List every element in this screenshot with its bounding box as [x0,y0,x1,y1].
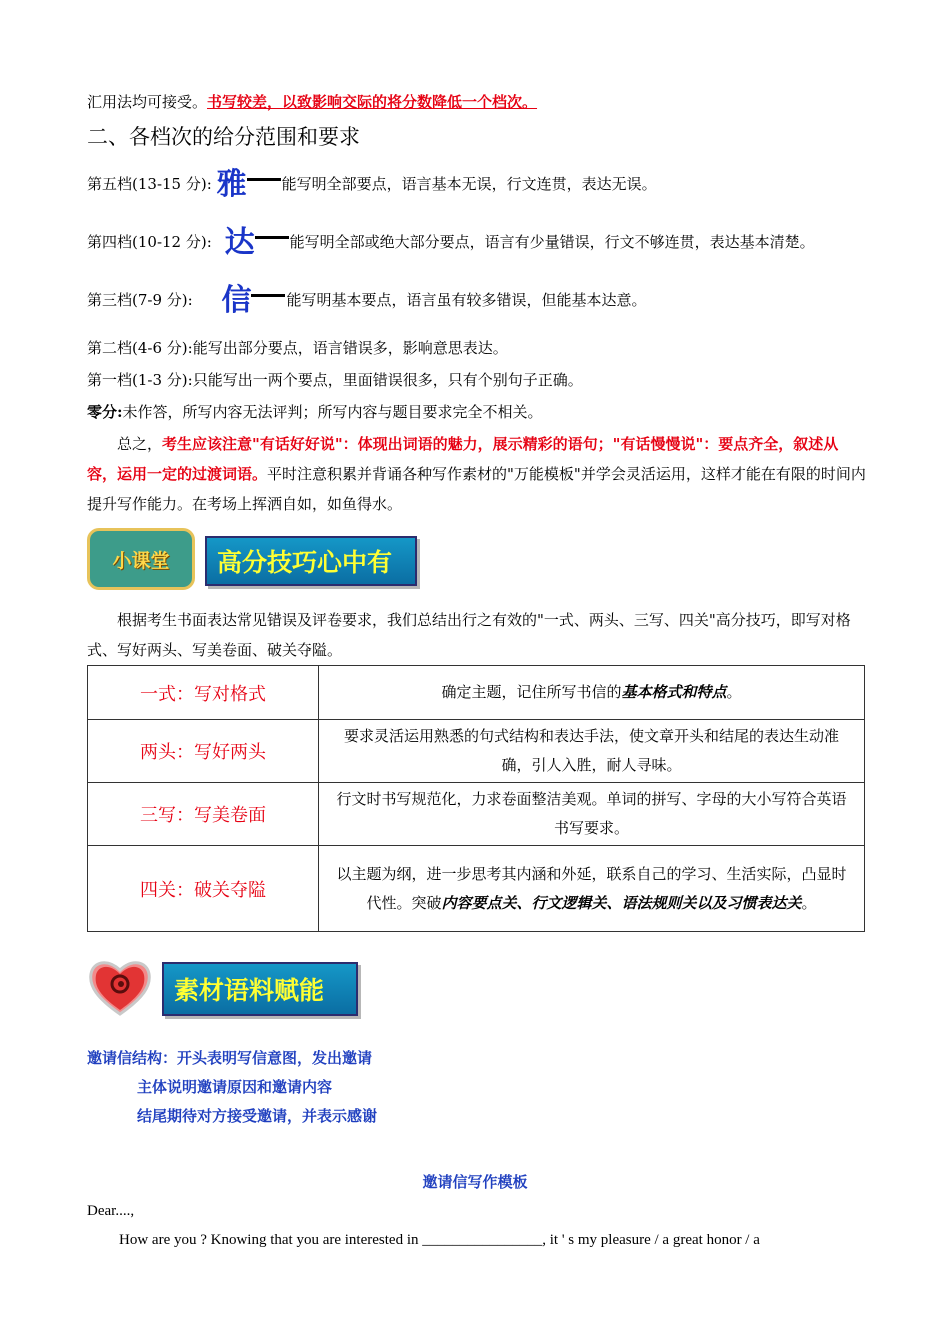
summary-rest: 平时注意积累并背诵各种写作素材的"万能模板"并学会灵活运用，这样才能在有限的时间内提升写作能力。在考场上挥洒自如，如鱼得水。 [87,465,866,513]
grade-4-desc: 能写明全部或绝大部分要点，语言有少量错误，行文不够连贯，表达基本清楚。 [289,233,815,251]
intro-warning: 书写较差，以致影响交际的将分数降低一个档次。 [207,93,538,111]
summary-start: 总之， [117,435,163,453]
table-row [88,666,865,720]
row-key: 四关：破关夺隘 [88,846,319,932]
banner-title: 高分技巧心中有 [205,536,417,586]
grade-3 [87,283,647,318]
techniques-table [87,665,865,932]
table-row [88,783,865,846]
grade-4-label: 第四档(10-12 分): [87,233,212,251]
banner-title: 素材语料赋能 [162,962,358,1016]
grade-1 [87,370,583,390]
desc-text: 确定主题，记住所写书信的 [441,683,622,701]
desc-text: 以主题为纲，进一步思考其内涵和外延，联系自己的学习、生活实际，凸显时代性。突破 [336,864,847,912]
dash [255,236,289,239]
desc-text: 要求灵活运用熟悉的句式结构和表达手法，使文章开头和结尾的表达生动准确，引人入胜，耐人寻味。 [343,727,839,774]
row-key: 两头：写好两头 [88,720,319,783]
structure-line-2: 主体说明邀请原因和邀请内容 [137,1078,333,1096]
grade-1-desc: 只能写出一两个要点，里面错误很多，只有个别句子正确。 [192,371,583,389]
desc-bold: 基本格式和特点 [621,683,727,701]
summary-paragraph [87,429,867,519]
section-title: 二、各档次的给分范围和要求 [87,125,360,149]
desc-text: 行文时书写规范化，力求卷面整洁美观。单词的拼写、字母的大小写符合英语书写要求。 [336,790,847,837]
grade-3-desc: 能写明基本要点，语言虽有较多错误，但能基本达意。 [286,291,647,309]
template-title: 邀请信写作模板 [422,1173,528,1191]
grade-0 [87,402,543,422]
grade-4 [87,225,815,260]
grade-0-label: 零分: [87,403,123,421]
row-key: 一式：写对格式 [88,666,319,720]
row-desc [319,846,865,932]
desc-post: 。 [801,893,817,912]
table-row [88,720,865,783]
intro-line [87,92,537,112]
grade-3-label: 第三档(7-9 分): [87,291,193,309]
template-line-1: How are you ? Knowing that you are interested in ________________, it ' s my pleasure / a great honor / a [119,1232,760,1248]
row-key: 三写：写美卷面 [88,783,319,846]
template-greeting: Dear...., [87,1203,135,1219]
classroom-badge-icon [87,528,195,590]
heart-icon [87,956,153,1018]
grade-1-label: 第一档(1-3 分): [87,371,193,389]
grade-5-desc: 能写明全部要点，语言基本无误，行文连贯，表达无误。 [281,175,657,193]
grade-2-label: 第二档(4-6 分): [87,339,193,357]
grade-2 [87,338,508,358]
dash [247,178,281,181]
summary-emphasis: 考生应该注意"有话好好说"：体现出词语的魅力，展示精彩的语句；"有话慢慢说"：要点齐全，叙述从容，运用一定的过渡词语。 [87,435,839,483]
structure-line-3: 结尾期待对方接受邀请，并表示感谢 [137,1107,378,1125]
grade-3-char: 信 [221,283,252,318]
desc-post: 。 [726,683,742,701]
badge-text: 小课堂 [112,549,170,572]
grade-5 [87,167,657,202]
table-row [88,846,865,932]
grade-2-desc: 能写出部分要点，语言错误多，影响意思表达。 [192,339,508,357]
row-desc [319,666,865,720]
intro-lead: 汇用法均可接受。 [87,93,208,111]
dash [251,294,285,297]
grade-4-char: 达 [224,225,255,260]
desc-bold: 内容要点关、行文逻辑关、语法规则关以及习惯表达关 [441,893,802,912]
row-desc [319,720,865,783]
grade-0-desc: 未作答，所写内容无法评判；所写内容与题目要求完全不相关。 [122,403,543,421]
grade-5-char: 雅 [216,167,247,202]
row-desc [319,783,865,846]
techniques-intro: 根据考生书面表达常见错误及评卷要求，我们总结出行之有效的"一式、两头、三写、四关"高分技巧，即写对格式、写好两头、写美卷面、破关夺隘。 [87,611,851,659]
structure-line-1: 邀请信结构：开头表明写信意图，发出邀请 [87,1049,373,1067]
grade-5-label: 第五档(13-15 分): [87,175,212,193]
